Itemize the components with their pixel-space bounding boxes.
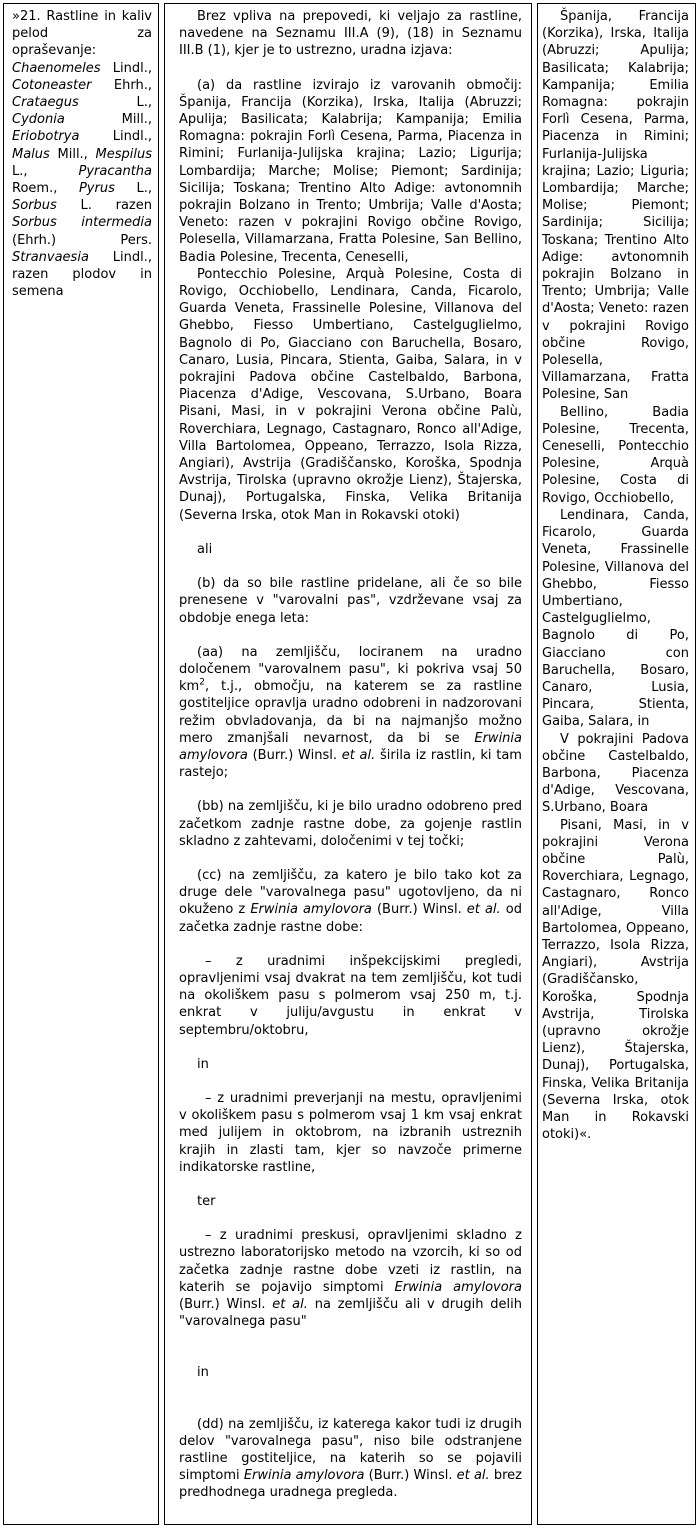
plant-list-tail: razen plodov in semena [12, 267, 152, 300]
species-author: Lindl., [88, 249, 152, 265]
species-author: Lindl., [100, 60, 152, 76]
requirement-bb: (bb) na zemljišču, ki je bilo uradno odobreno pred začetkom zadnje rastne dobe, za gojenje rastlin skladno z zahtevami, določenimi v tej točki; [179, 799, 522, 849]
zones-text-3: Lendinara, Canda, Ficarolo, Guarda Veneta, Frassinelle Polesine, Villanova del Ghebbo, Fiesso Umbertiano, Castelguglielmo, Bagnolo di Po, Giacciano con Baruchella, Bosaro, Canaro, Lusia, Pincara, Stienta, Gaiba, Salara, in [542, 507, 689, 730]
species-name: Mespilus [95, 146, 152, 162]
dd-text-3: brez predhodnega uradnega pregleda. [179, 1468, 522, 1501]
et-al: et al. [272, 1297, 308, 1312]
requirement-a-continued: Pontecchio Polesine, Arquà Polesine, Costa di Rovigo, Occhiobello, Lendinara, Canda, Ficarolo, Guarda Veneta, Frassinelle Polesine, Villanova del Ghebbo, Fiesso Umbertiano, Castelguglielmo, Bagnolo di Po, Giacciano con Baruchella, Bosaro, Canaro, Lusia, Pincara, Stienta, Gaiba, Salara, in v pokrajini Padova občine Castelbaldo, Barbona, Piacenza d'Adige, Vescovana, S.Urbano, Boara Pisani, Masi, in v pokrajini Verona občine Palù, Roverchiara, Legnago, Castagnaro, Ronco all'Adige, Villa Bartolomea, Oppeano, Terrazzo, Isola Rizza, Angiari), Avstrija (Gradiščansko, Koroška, Spodnja Avstrija, Tirolska (upravno okrožje Lienz), Štajerska, Dunaj), Portugalska, Finska, Velika Britanija (Severna Irska, otok Man in Rokavski otoki) [179, 266, 522, 523]
species-name: Malus [12, 146, 50, 162]
requirement-a: (a) da rastline izvirajo iz varovanih območij: Španija, Francija (Korzika), Irska, Italija (Abruzzi; Apulija; Basilicata; Kalabrija; Kampanija; Emilia Romagna: pokrajin Forlì Cesena, Parma, Piacenza in Rimini; Furlanija-Julijska krajina; Lazio; Ligurija; Lombardija; Marche; Molise; Piemont; Sardinija; Sicilija; Toskana; Trentino Alto Adige: avtonomnih pokrajin Bolzano in Trento; Umbrija; Valle d'Aosta; Veneto: razen v pokrajini Rovigo občine Rovigo, Polesella, Villamarzana, Fratta Polesine, San Bellino, Badia Polesine, Trecenta, Ceneselli, [179, 77, 522, 265]
et-al: et al. [456, 1468, 490, 1484]
et-al: et al. [341, 747, 376, 763]
species-author: Mill., [64, 112, 152, 128]
aa-text-4: širila iz rastlin, ki tam rastejo; [179, 747, 522, 781]
dd-text-1: (dd) na zemljišču, iz katerega kakor tudi iz drugih delov "varovalnega pasu", niso bile odstranjene rastline gostiteljice, na katerih so se pojavili simptomi [179, 1416, 522, 1484]
species-name: Eriobotrya [12, 129, 80, 145]
species-name: Stranvaesia [12, 249, 89, 265]
requirement-aa [179, 644, 522, 782]
dash-item-inspections: – z uradnimi inšpekcijskimi pregledi, opravljenimi vsaj dvakrat na tem zemljišču, kot tudi na okoliškem pasu s polmerom vsaj 250 m, t.j. enkrat v juliju/avgustu in enkrat v septembru/oktobru, [179, 953, 522, 1038]
et-al: et al. [466, 902, 501, 918]
species-name: Sorbus [12, 198, 57, 214]
requirement-cc [179, 867, 522, 936]
requirement-b: (b) da so bile rastline pridelane, ali če so bile prenesene v "varovalni pas", vzdrževane vsaj za obdobje enega leta: [179, 576, 522, 626]
zones-text-4: V pokrajini Padova občine Castelbaldo, Barbona, Piacenza d'Adige, Vescovana, S.Urbano, Boara [542, 731, 689, 816]
dash-item-checks: – z uradnimi preverjanji na mestu, opravljenimi v okoliškem pasu s polmerom vsaj 1 km vsaj enkrat med julijem in oktobrom, na izbranih ustreznih krajih in zlasti tam, kjer so navzoče primerne indikatorske rastline, [179, 1090, 522, 1175]
dash-item-tests [179, 1227, 522, 1330]
plant-list-intro: »21. Rastline in kaliv pelod za opraševanje: [12, 9, 152, 59]
plant-list-paragraph [12, 8, 152, 300]
aa-text-1: (aa) na zemljišču, lociranem na uradno določenem "varovalnem pasu", ki pokriva vsaj 50 km [179, 644, 522, 695]
connector-ali: ali [197, 541, 213, 557]
d3-text-1: – z uradnimi preskusi, opravljenimi skladno z ustrezno laboratorijsko metodo na vzorcih, ki so od začetka zadnje rastne dobe vzeti iz rastlin, na katerih se pojavijo simptomi [179, 1228, 522, 1295]
dd-text-2: (Burr.) Winsl. [364, 1468, 457, 1484]
species-name: Sorbus intermedia [12, 215, 152, 231]
species-author: Mill., [49, 146, 96, 162]
species-author: Ehrh., [91, 77, 152, 93]
column-plant-list [3, 3, 159, 1525]
species-name: Pyracantha [78, 163, 152, 179]
connector-in: in [197, 1365, 209, 1381]
zones-text-2: Bellino, Badia Polesine, Trecenta, Ceneselli, Pontecchio Polesine, Arquà Polesine, Costa di Rovigo, Occhiobello, [542, 404, 689, 506]
species-name: Erwinia amylovora [394, 1279, 522, 1295]
aa-superscript: 2 [199, 677, 205, 688]
species-author: (Ehrh.) Pers. [12, 232, 152, 248]
species-name: Erwinia amylovora [250, 902, 372, 918]
aa-text-2: , t.j., območju, na katerem se za rastline gostiteljice opravlja uradno odobreni in nadzorovani režim obvladovanja, da bi na najmanjšo možno mero zmanjšali nevarnost, da bi se [179, 679, 522, 746]
requirement-dd [179, 1416, 522, 1502]
species-name: Cotoneaster [12, 77, 92, 93]
species-author: Lindl., [79, 129, 152, 145]
species-author: L., [78, 95, 152, 111]
species-author: Roem., [12, 181, 79, 197]
connector-in: in [197, 1056, 209, 1072]
species-name: Chaenomeles [12, 60, 101, 76]
species-name: Erwinia amylovora [243, 1468, 365, 1484]
zones-text-5: Pisani, Masi, in v pokrajini Verona občine Palù, Roverchiara, Legnago, Castagnaro, Ronco all'Adige, Villa Bartolomea, Oppeano, Terrazzo, Isola Rizza, Angiari), Avstrija (Gradiščansko, Koroška, Spodnja Avstrija, Tirolska (upravno okrožje Lienz), Štajerska, Dunaj), Portugalska, Finska, Velika Britanija (Severna Irska, otok Man in Rokavski otoki)«. [542, 817, 689, 1143]
species-name: Erwinia amylovora [179, 730, 522, 763]
cc-text-2: (Burr.) Winsl. [371, 902, 467, 918]
aa-text-3: (Burr.) Winsl. [247, 747, 342, 763]
d3-text-3: na zemljišču ali v drugih delih "varovalnega pasu" [179, 1297, 522, 1330]
species-name: Crataegus [12, 95, 79, 111]
cc-text-1: (cc) na zemljišču, za katero je bilo tako kot za druge dele "varovalnega pasu" ugotovljeno, da ni okuženo z [179, 867, 522, 918]
d3-text-2: (Burr.) Winsl. [179, 1297, 273, 1312]
connector-ter: ter [197, 1193, 216, 1209]
zones-text-1: Španija, Francija (Korzika), Irska, Italija (Abruzzi; Apulija; Basilicata; Kalabrija; Kampanija; Emilia Romagna: pokrajin Forlì Cesena, Parma, Piacenza in Rimini; Furlanija-Julijska krajina; Lazio; Liguria; Lombardija; Marche; Molise; Piemont; Sardinija; Sicilija; Toskana; Trentino Alto Adige: avtonomnih pokrajin Bolzano in Trento; Umbrija; Valle d'Aosta; Veneto: razen v pokrajini Rovigo občine Rovigo, Polesella, Villamarzana, Fratta Polesine, San [542, 9, 689, 403]
species-name: Cydonia [12, 112, 65, 128]
requirement-intro: Brez vpliva na prepovedi, ki veljajo za rastline, navedene na Seznamu III.A (9), (18) in Seznamu III.B (1), kjer je to ustrezno, uradna izjava: [179, 9, 522, 59]
species-name: Pyrus [78, 181, 115, 197]
species-author: L., [114, 181, 152, 197]
cc-text-3: od začetka zadnje rastne dobe: [179, 902, 522, 935]
species-author: L., [12, 163, 79, 179]
column-protected-zones [537, 3, 696, 1525]
species-author: L. razen [56, 198, 152, 214]
column-requirements [164, 3, 532, 1525]
